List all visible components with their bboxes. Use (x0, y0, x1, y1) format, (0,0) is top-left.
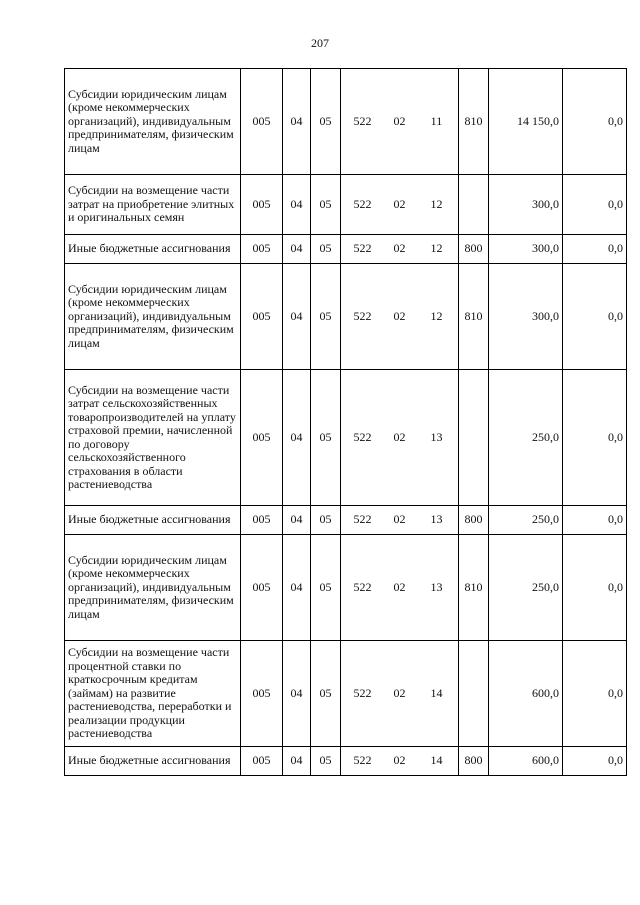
row-ved: 005 (241, 69, 283, 175)
row-rz: 04 (283, 264, 311, 370)
row-rz: 04 (283, 535, 311, 641)
row-cs1: 522 (353, 241, 372, 256)
row-cs1: 522 (353, 308, 372, 323)
row-sum2: 0,0 (563, 535, 627, 641)
row-rz: 04 (283, 506, 311, 535)
row-cs1: 522 (353, 196, 372, 211)
row-ved: 005 (241, 175, 283, 235)
row-pr: 05 (311, 506, 341, 535)
row-name: Субсидии юридическим лицам (кроме некоммерческих организаций), индивидуальным предпринимателям, физическим лицам (65, 69, 241, 175)
table-row (65, 370, 627, 506)
row-cs1: 522 (353, 579, 372, 594)
row-sum2: 0,0 (563, 175, 627, 235)
row-ved: 005 (241, 506, 283, 535)
row-name: Иные бюджетные ассигнования (65, 506, 241, 535)
row-name: Иные бюджетные ассигнования (65, 747, 241, 776)
row-cs3: 13 (430, 429, 443, 444)
row-name: Субсидии юридическим лицам (кроме некоммерческих организаций), индивидуальным предпринимателям, физическим лицам (65, 535, 241, 641)
table-row (65, 641, 627, 747)
row-cs3: 14 (430, 753, 443, 768)
row-cs2: 02 (393, 685, 406, 700)
row-rz: 04 (283, 641, 311, 747)
row-pr: 05 (311, 535, 341, 641)
row-csr (341, 747, 459, 776)
row-cs1: 522 (353, 113, 372, 128)
table-row (65, 235, 627, 264)
row-cs1: 522 (353, 429, 372, 444)
row-sum2: 0,0 (563, 235, 627, 264)
row-cs2: 02 (393, 579, 406, 594)
table-row (65, 535, 627, 641)
row-sum2: 0,0 (563, 370, 627, 506)
row-ved: 005 (241, 747, 283, 776)
row-vr: 800 (459, 506, 489, 535)
row-sum2: 0,0 (563, 264, 627, 370)
row-ved: 005 (241, 235, 283, 264)
row-cs3: 14 (430, 685, 443, 700)
row-ved: 005 (241, 641, 283, 747)
row-csr (341, 175, 459, 235)
row-sum2: 0,0 (563, 747, 627, 776)
row-pr: 05 (311, 235, 341, 264)
row-rz: 04 (283, 235, 311, 264)
row-ved: 005 (241, 264, 283, 370)
row-sum1: 300,0 (489, 235, 563, 264)
budget-table (64, 68, 627, 776)
row-vr: 810 (459, 535, 489, 641)
row-csr (341, 641, 459, 747)
row-cs2: 02 (393, 512, 406, 527)
row-vr: 800 (459, 235, 489, 264)
row-csr (341, 506, 459, 535)
row-rz: 04 (283, 175, 311, 235)
row-rz: 04 (283, 370, 311, 506)
row-sum1: 14 150,0 (489, 69, 563, 175)
row-cs2: 02 (393, 429, 406, 444)
row-sum2: 0,0 (563, 69, 627, 175)
row-cs2: 02 (393, 308, 406, 323)
row-ved: 005 (241, 370, 283, 506)
row-cs2: 02 (393, 113, 406, 128)
row-name: Субсидии на возмещение части затрат сельскохозяйственных товаропроизводителей на уплату страховой премии, начисленной по договору сельскохозяйственного страхования в области растениеводства (65, 370, 241, 506)
row-cs3: 12 (430, 241, 443, 256)
row-vr: 810 (459, 264, 489, 370)
row-pr: 05 (311, 370, 341, 506)
row-csr (341, 264, 459, 370)
row-csr (341, 69, 459, 175)
row-cs3: 11 (430, 113, 443, 128)
row-pr: 05 (311, 641, 341, 747)
row-pr: 05 (311, 69, 341, 175)
row-vr: 810 (459, 69, 489, 175)
table-row (65, 175, 627, 235)
row-rz: 04 (283, 69, 311, 175)
row-cs3: 13 (430, 512, 443, 527)
row-cs1: 522 (353, 753, 372, 768)
row-vr (459, 641, 489, 747)
row-sum1: 250,0 (489, 370, 563, 506)
row-pr: 05 (311, 747, 341, 776)
row-cs2: 02 (393, 241, 406, 256)
row-name: Субсидии на возмещение части процентной ставки по краткосрочным кредитам (займам) на развитие растениеводства, переработки и реализации продукции растениеводства (65, 641, 241, 747)
row-csr (341, 370, 459, 506)
row-cs1: 522 (353, 685, 372, 700)
row-pr: 05 (311, 175, 341, 235)
row-sum1: 600,0 (489, 641, 563, 747)
row-sum1: 250,0 (489, 506, 563, 535)
row-sum1: 300,0 (489, 175, 563, 235)
table-row (65, 264, 627, 370)
row-cs2: 02 (393, 753, 406, 768)
row-csr (341, 235, 459, 264)
row-cs3: 13 (430, 579, 443, 594)
row-name: Субсидии юридическим лицам (кроме некоммерческих организаций), индивидуальным предпринимателям, физическим лицам (65, 264, 241, 370)
row-sum1: 250,0 (489, 535, 563, 641)
row-sum1: 600,0 (489, 747, 563, 776)
row-rz: 04 (283, 747, 311, 776)
row-cs3: 12 (430, 308, 443, 323)
row-cs2: 02 (393, 196, 406, 211)
row-name: Субсидии на возмещение части затрат на приобретение элитных и оригинальных семян (65, 175, 241, 235)
row-cs1: 522 (353, 512, 372, 527)
table-row (65, 506, 627, 535)
row-vr: 800 (459, 747, 489, 776)
row-sum1: 300,0 (489, 264, 563, 370)
table-row (65, 69, 627, 175)
row-vr (459, 175, 489, 235)
row-cs3: 12 (430, 196, 443, 211)
row-pr: 05 (311, 264, 341, 370)
table-row (65, 747, 627, 776)
row-sum2: 0,0 (563, 506, 627, 535)
row-vr (459, 370, 489, 506)
row-ved: 005 (241, 535, 283, 641)
row-name: Иные бюджетные ассигнования (65, 235, 241, 264)
row-csr (341, 535, 459, 641)
row-sum2: 0,0 (563, 641, 627, 747)
page-number: 207 (311, 36, 329, 50)
